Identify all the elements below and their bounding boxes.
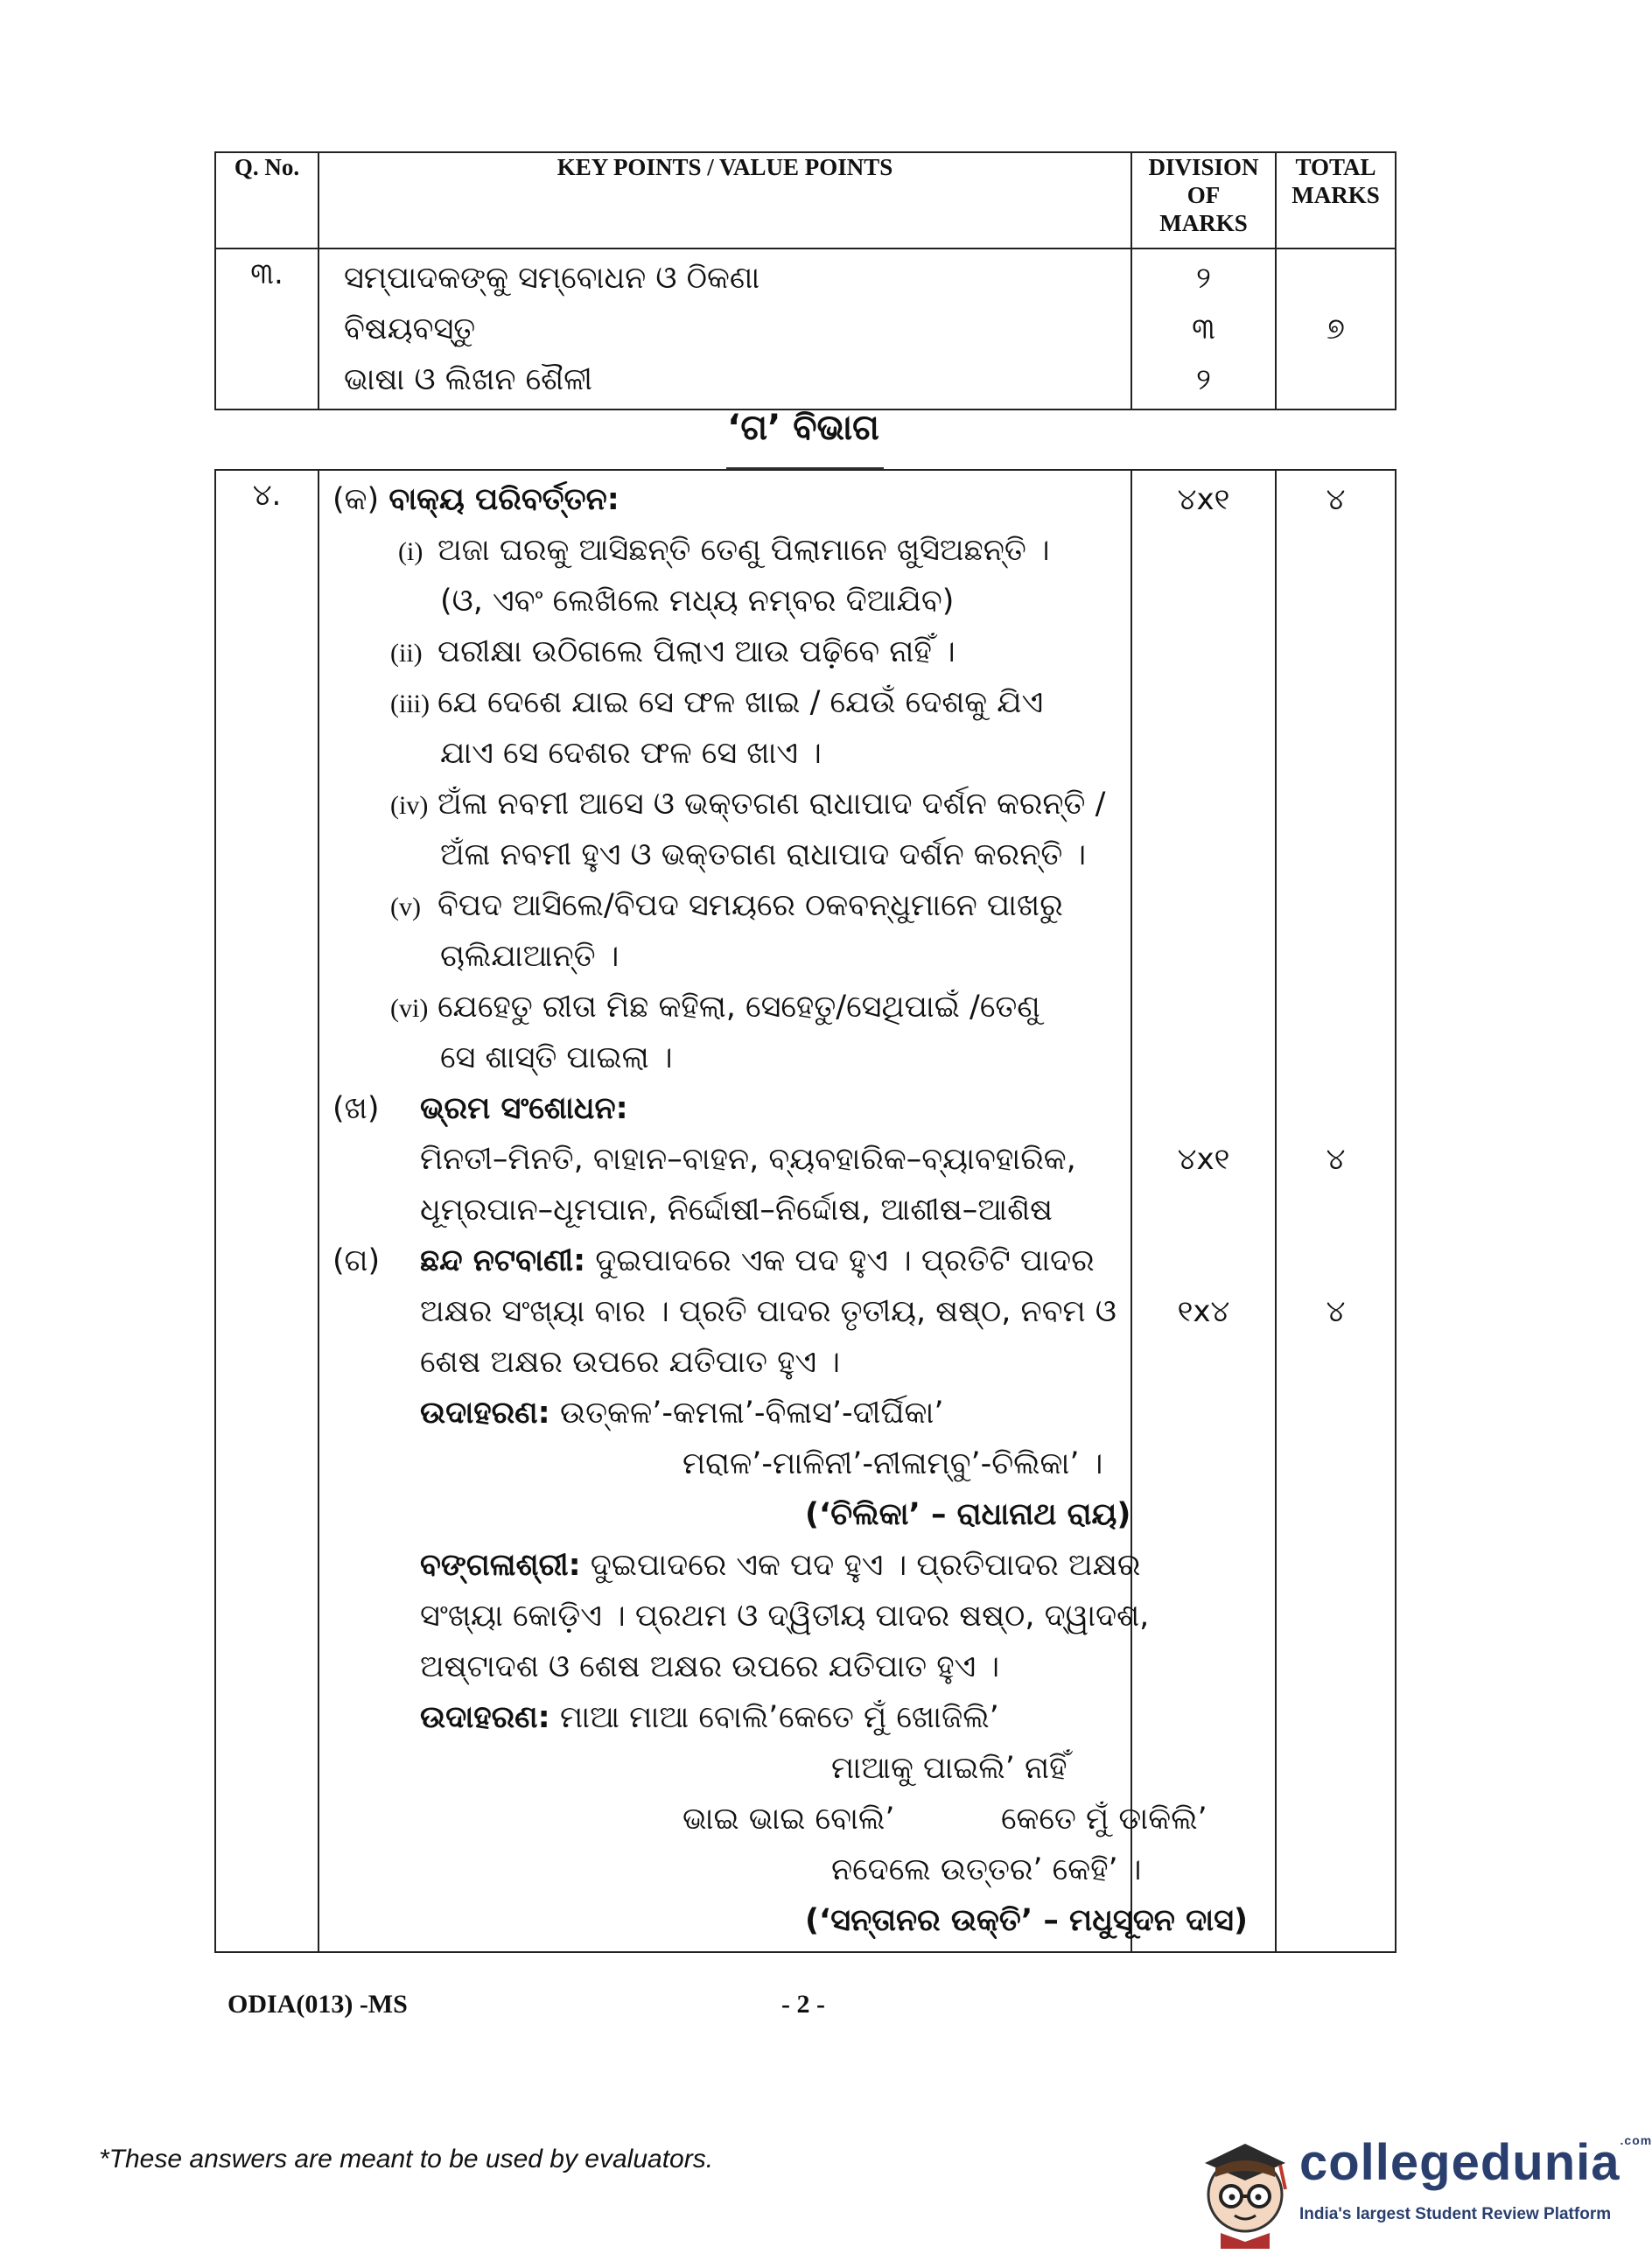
poem-line: ମାଆକୁ ପାଇଲି’ ନାହିଁ <box>831 1751 1068 1786</box>
ka-item <box>332 779 1130 830</box>
page-number: - 2 - <box>781 1990 825 2019</box>
example-label: ଉଦାହରଣ: <box>420 1396 550 1431</box>
q4-total <box>1276 470 1396 1952</box>
ga-text <box>332 1540 1141 1591</box>
poem-line: କେତେ ମୁଁ ଡାକିଲି’ <box>1001 1802 1208 1837</box>
header-total-line2: MARKS <box>1292 182 1380 208</box>
poem-line: କେତେ ମୁଁ ଖୋଜିଲି’ <box>779 1700 999 1735</box>
kha-text: ମିନତୀ–ମିନତି, ବାହାନ–ବାହନ, ବ୍ୟବହାରିକ–ବ୍ୟାବହାରିକ, <box>420 1142 1076 1177</box>
table-header <box>215 152 1396 248</box>
question-number: ୪. <box>215 470 318 1952</box>
ka-item-text: ଯେହେତୁ ରୀତା ମିଛ କହିଲା, ସେହେତୁ/ସେଥିପାଇଁ /ତେଣୁ <box>438 990 1040 1025</box>
roman-numeral: (iii) <box>390 690 430 718</box>
roman-numeral: (i) <box>398 537 424 566</box>
student-mascot-icon <box>1194 2126 1295 2249</box>
header-division-line1: DIVISION <box>1148 154 1259 180</box>
ka-item-text: ଅଜା ଘରକୁ ଆସିଛନ୍ତି ତେଣୁ ପିଲାମାନେ ଖୁସିଅଛନ୍ତି । <box>438 533 1050 568</box>
ga-text: ଅଷ୍ଟାଦଶ ଓ ଶେଷ ଅକ୍ଷର ଉପରେ ଯତିପାତ ହୁଏ । <box>420 1649 1000 1684</box>
ka-item <box>332 982 1130 1032</box>
total-mark: ୪ <box>1326 1294 1346 1329</box>
kha-title: ଭ୍ରମ ସଂଶୋଧନ: <box>420 1091 628 1126</box>
header-qno: Q. No. <box>215 152 318 248</box>
paper-code: ODIA(013) -MS <box>228 1990 408 2019</box>
poem-line: ମାଆ ମାଆ ବୋଲି’ <box>560 1700 779 1735</box>
division-mark: ୧x୪ <box>1177 1294 1230 1329</box>
ga-example2 <box>332 1692 1130 1743</box>
marking-table-main <box>214 469 1396 1953</box>
roman-numeral: (v) <box>390 892 421 921</box>
ka-item-text: ପରୀକ୍ଷା ଉଠିଗଲେ ପିଲାଏ ଆଉ ପଢ଼ିବେ ନାହିଁ । <box>438 634 956 669</box>
ga-text: ଅକ୍ଷର ସଂଖ୍ୟା ବାର । ପ୍ରତି ପାଦର ତୃତୀୟ, ଷଷ୍ଠ, ନବମ ଓ <box>420 1294 1116 1329</box>
ka-item <box>332 525 1130 576</box>
total-mark: ୭ <box>1326 312 1345 346</box>
header-division-line2: OF <box>1186 182 1221 208</box>
ga-text: ସଂଖ୍ୟା କୋଡ଼ିଏ । ପ୍ରଥମ ଓ ଦ୍ୱିତୀୟ ପାଦର ଷଷ୍ଠ, ଦ୍ୱାଦଶ, <box>420 1599 1150 1634</box>
division-mark: ୪x୧ <box>1177 482 1230 517</box>
question-number: ୩. <box>215 248 318 410</box>
logo-tld: .com <box>1620 2133 1652 2147</box>
table-row-q3 <box>215 248 1396 410</box>
logo-wordmark <box>1299 2133 1652 2192</box>
ka-item-cont: ଅଁଳା ନବମୀ ହୁଏ ଓ ଭକ୍ତଗଣ ରାଧାପାଦ ଦର୍ଶନ କରନ୍ତି । <box>440 837 1087 872</box>
logo-name-text: collegedunia <box>1299 2134 1620 2191</box>
q3-points <box>318 248 1131 410</box>
example-label: ଉଦାହରଣ: <box>420 1700 550 1735</box>
roman-numeral: (vi) <box>390 994 429 1023</box>
evaluator-disclaimer: *These answers are meant to be used by evaluators. <box>99 2145 714 2174</box>
ga-heading <box>332 1236 1130 1286</box>
ga-text: ଦୁଇପାଦରେ ଏକ ପଦ ହୁଏ । ପ୍ରତିଟି ପାଦର <box>585 1243 1095 1278</box>
ka-item-cont: ଯାଏ ସେ ଦେଶର ଫଳ ସେ ଖାଏ । <box>440 736 822 771</box>
header-total <box>1276 152 1396 248</box>
example-line: ଉତ୍କଳ’-କମଳା’-ବିଳାସ’-ଦୀର୍ଘିକା’ <box>560 1396 944 1431</box>
header-total-line1: TOTAL <box>1295 154 1376 180</box>
table-row-q4 <box>215 470 1396 1952</box>
section-title: ‘ଗ’ ବିଭାଗ <box>727 408 879 448</box>
example-source: (‘ଚିଲିକା’ – ରାଧାନାଥ ରାୟ) <box>805 1497 1131 1532</box>
kha-text: ଧୂମ୍ରପାନ–ଧୂମପାନ, ନିର୍ଦ୍ଦୋଷୀ–ନିର୍ଦ୍ଦୋଷ, ଆଶୀଷ–ଆଶିଷ <box>420 1193 1053 1228</box>
marking-table-top <box>214 151 1396 410</box>
q4-division <box>1131 470 1276 1952</box>
q3-point: ବିଷୟବସ୍ତୁ <box>344 312 476 346</box>
kha-heading <box>332 1083 1130 1134</box>
ka-item-cont: (ଓ, ଏବଂ ଲେଖିଲେ ମଧ୍ୟ ନମ୍ବର ଦିଆଯିବ) <box>440 584 955 619</box>
q3-total <box>1276 248 1396 410</box>
roman-numeral: (iv) <box>390 791 429 820</box>
ga-title2: ବଙ୍ଗଳାଶ୍ରୀ: <box>420 1548 581 1583</box>
ga-title: ଛନ୍ଦ ନଟବାଣୀ: <box>420 1243 586 1278</box>
ga-label: (ଗ) <box>332 1243 381 1278</box>
total-mark: ୪ <box>1326 482 1346 517</box>
ka-item-text: ଯେ ଦେଶେ ଯାଇ ସେ ଫଳ ଖାଇ / ଯେଉଁ ଦେଶକୁ ଯିଏ <box>438 685 1044 720</box>
ka-item-cont: ସେ ଶାସ୍ତି ପାଇଲା । <box>440 1040 673 1075</box>
roman-numeral: (ii) <box>390 639 423 668</box>
logo-tagline: India's largest Student Review Platform <box>1299 2205 1612 2223</box>
ka-item-cont: ଚାଲିଯାଆନ୍ତି । <box>440 939 620 974</box>
ka-heading <box>332 474 1130 525</box>
ka-item <box>332 880 1130 931</box>
poem-source: (‘ସନ୍ତାନର ଉକ୍ତି’ – ମଧୁସୂଦନ ଦାସ) <box>805 1903 1248 1938</box>
kha-label: (ଖ) <box>332 1091 380 1126</box>
division-mark: ୨ <box>1196 261 1211 296</box>
ga-example <box>332 1388 1130 1438</box>
poem-line: ଭାଇ ଭାଇ ବୋଲି’ <box>682 1802 895 1837</box>
header-division <box>1131 152 1276 248</box>
ka-item-text: ଅଁଳା ନବମୀ ଆସେ ଓ ଭକ୍ତଗଣ ରାଧାପାଦ ଦର୍ଶନ କରନ୍ତି / <box>438 787 1106 822</box>
division-mark: ୩ <box>1192 312 1215 346</box>
example-line: ମରାଳ’-ମାଳିନୀ’-ନୀଳାମ୍ବୁ’-ଚିଲିକା’ । <box>682 1446 1103 1481</box>
header-division-line3: MARKS <box>1159 210 1248 236</box>
q3-point: ସମ୍ପାଦକଙ୍କୁ ସମ୍ବୋଧନ ଓ ଠିକଣା <box>344 261 760 296</box>
ka-label: (କ) <box>332 482 380 517</box>
ka-title: ବାକ୍ୟ ପରିବର୍ତ୍ତନ: <box>388 482 620 517</box>
poem-row <box>332 1794 1208 1844</box>
collegedunia-logo[interactable] <box>1194 2126 1652 2249</box>
q3-point: ଭାଷା ଓ ଲିଖନ ଶୈଳୀ <box>344 362 593 397</box>
poem-line: ନଦେଲେ ଉତ୍ତର’ କେହି’ । <box>831 1852 1142 1887</box>
total-mark: ୪ <box>1326 1142 1346 1177</box>
ka-item-text: ବିପଦ ଆସିଲେ/ବିପଦ ସମୟରେ ଠକବନ୍ଧୁମାନେ ପାଖରୁ <box>438 888 1063 923</box>
header-key-points: KEY POINTS / VALUE POINTS <box>318 152 1131 248</box>
ga-text: ଶେଷ ଅକ୍ଷର ଉପରେ ଯତିପାତ ହୁଏ । <box>420 1345 840 1380</box>
ka-item <box>332 626 1130 677</box>
ka-item <box>332 677 1130 728</box>
ga-text2: ଦୁଇପାଦରେ ଏକ ପଦ ହୁଏ । ପ୍ରତିପାଦର ଅକ୍ଷର <box>580 1548 1141 1583</box>
q3-division <box>1131 248 1276 410</box>
division-mark: ୨ <box>1196 362 1211 397</box>
division-mark: ୪x୧ <box>1177 1142 1230 1177</box>
